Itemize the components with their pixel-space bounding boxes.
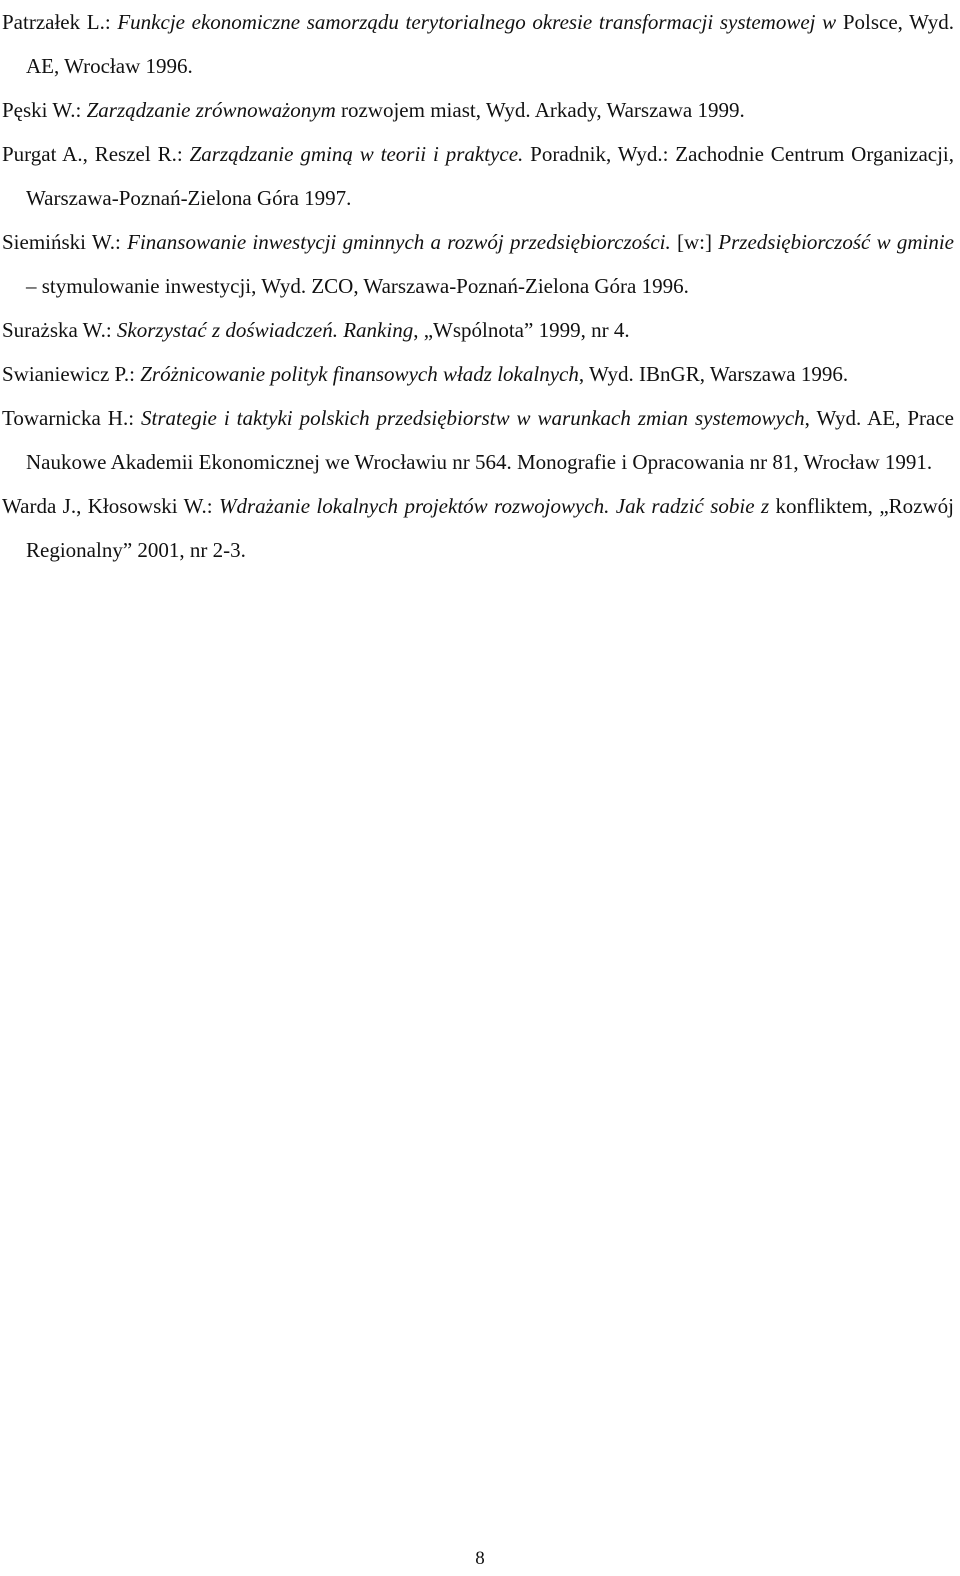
entry-title: Wdrażanie lokalnych projektów rozwojowych. Jak radzić sobie z	[219, 494, 770, 518]
entry-title: Strategie i taktyki polskich przedsiębiorstw w warunkach zmian systemowych	[141, 406, 805, 430]
entry-title: Skorzystać z doświadczeń. Ranking	[116, 318, 414, 342]
bibliography-entry	[2, 220, 954, 308]
entry-author: Swianiewicz P.:	[2, 362, 141, 386]
bibliography-entry	[2, 352, 954, 396]
entry-publication: – stymulowanie inwestycji, Wyd. ZCO, Warszawa-Poznań-Zielona Góra 1996.	[26, 274, 689, 298]
entry-title: Finansowanie inwestycji gminnych a rozwój przedsiębiorczości.	[127, 230, 671, 254]
entry-author: Patrzałek L.:	[2, 10, 118, 34]
entry-publication: , Wyd. IBnGR, Warszawa 1996.	[578, 362, 849, 386]
entry-author: Warda J., Kłosowski W.:	[2, 494, 220, 518]
bibliography-entry	[2, 88, 954, 132]
page-number: 8	[475, 1548, 485, 1569]
entry-publication: konfliktem, „Rozwój Regionalny” 2001, nr 2-3.	[26, 494, 954, 562]
entry-title: Zróżnicowanie polityk finansowych władz lokalnych	[140, 362, 579, 386]
bibliography-entry	[2, 132, 954, 220]
bibliography-list	[2, 0, 954, 572]
bibliography-entry	[2, 308, 954, 352]
entry-in-marker: [w:]	[670, 230, 719, 254]
entry-publication: Polsce, Wyd. AE, Wrocław 1996.	[26, 10, 954, 78]
bibliography-entry	[2, 484, 954, 572]
entry-title: Zarządzanie gminą w teorii i praktyce.	[189, 142, 524, 166]
entry-author: Towarnicka H.:	[2, 406, 142, 430]
entry-author: Siemiński W.:	[2, 230, 128, 254]
bibliography-entry	[2, 396, 954, 484]
bibliography-entry	[2, 0, 954, 88]
entry-author: Pęski W.:	[2, 98, 87, 122]
entry-publication: , Wyd. AE, Prace Naukowe Akademii Ekonomicznej we Wrocławiu nr 564. Monografie i Opracowania nr 81, Wrocław 1991.	[26, 406, 954, 474]
entry-collection-title: Przedsiębiorczość w gminie	[718, 230, 954, 254]
entry-publication: rozwojem miast, Wyd. Arkady, Warszawa 1999.	[335, 98, 745, 122]
entry-publication: , „Wspólnota” 1999, nr 4.	[413, 318, 630, 342]
entry-author: Surażska W.:	[2, 318, 117, 342]
entry-publication: Poradnik, Wyd.: Zachodnie Centrum Organizacji, Warszawa-Poznań-Zielona Góra 1997.	[26, 142, 955, 210]
entry-title: Zarządzanie zrównoważonym	[86, 98, 336, 122]
entry-author: Purgat A., Reszel R.:	[2, 142, 190, 166]
entry-title: Funkcje ekonomiczne samorządu terytorialnego okresie transformacji systemowej w	[117, 10, 837, 34]
